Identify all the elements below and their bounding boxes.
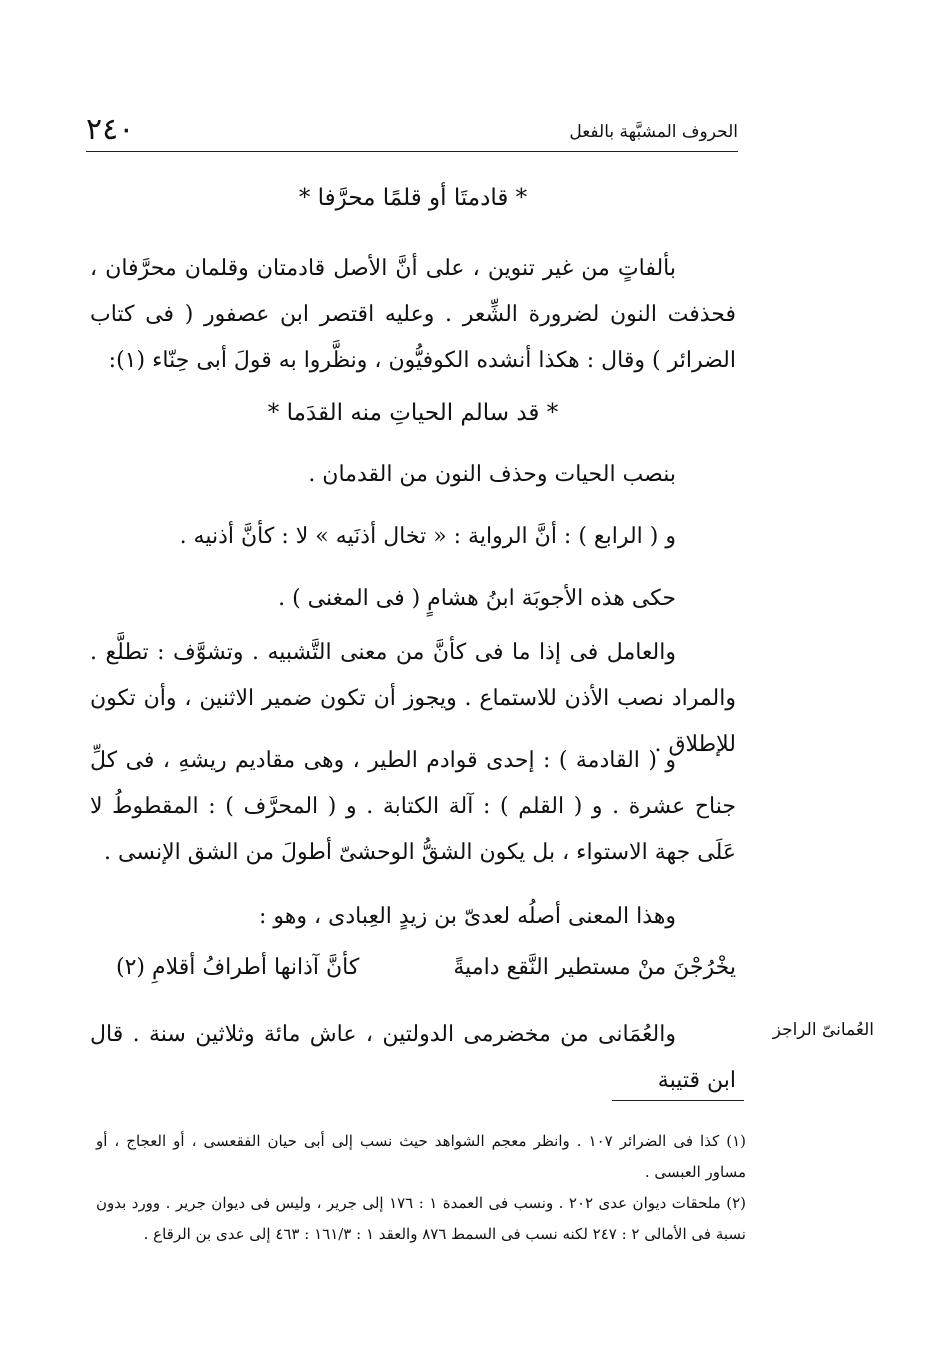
paragraph: حكى هذه الأجوبَة ابنُ هشامٍ ( فى المغنى ) . <box>278 586 676 611</box>
running-title: الحروف المشبَّهة بالفعل <box>569 122 738 142</box>
page-number: ٢٤٠ <box>86 112 135 147</box>
verse-line: * قادمتَا أو قلمًا محرَّفا * <box>298 185 528 211</box>
footnote: (٢) ملحقات ديوان عدى ٢٠٢ . ونسب فى العمدة ١ : ١٧٦ إلى جرير ، وليس فى ديوان جرير . وورد بدون نسبة فى الأمالى ٢ : ٢٤٧ لكنه نسب فى السمط ٨٧٦ والعقد ١ : ١٦١/٣ : ٤٦٣ إلى عدى بن الرقاع . <box>96 1194 746 1243</box>
page-header <box>86 108 738 150</box>
paragraph: وهذا المعنى أصلُه لعدىّ بن زيدٍ العِبادى ، وهو : <box>259 904 676 929</box>
paragraph: و ( القادمة ) : إحدى قوادم الطير ، وهى مقاديم ريشهِ ، فى كلِّ جناح عشرة . و ( القلم ) : آلة الكتابة . و ( المحرَّف ) : المقطوطُ لا عَلَى جهة الاستواء ، بل يكون الشقُّ الوحشىّ أطولَ من الشق الإنسى . <box>90 748 736 865</box>
verse-hemistich-second: كأنَّ آذانها أطرافُ أقلامِ (٢) <box>116 955 360 980</box>
header-rule <box>86 151 738 152</box>
footnotes <box>96 1126 746 1250</box>
paragraph: و ( الرابع ) : أنَّ الرواية : « تخال أذنَيه » لا : كأنَّ أذنيه . <box>179 524 676 549</box>
verse-hemistich-first: يخْرُجْنَ منْ مستطير النَّقع داميةً <box>453 955 736 980</box>
margin-note: العُمانىّ الراجز <box>772 1020 874 1040</box>
paragraph: بألفاتٍ من غير تنوين ، على أنَّ الأصل قادمتان وقلمان محرَّفان ، فحذفت النون لضرورة الشِّعر . وعليه اقتصر ابن عصفور ( فى كتاب الضرائر ) وقال : هكذا أنشده الكوفيُّون ، ونظَّروا به قولَ أبى حِنّاء (١): <box>90 256 736 373</box>
couplet <box>116 955 736 1001</box>
footnote: (١) كذا فى الضرائر ١٠٧ . وانظر معجم الشواهد حيث نسب إلى أبى حيان الفقعسى ، أو العجاج ، أو مساور العبسى . <box>96 1132 746 1181</box>
paragraph: بنصب الحيات وحذف النون من القدمان . <box>308 462 676 487</box>
footnote-rule <box>612 1100 744 1101</box>
paragraph: والعُمَانى من مخضرمى الدولتين ، عاش مائة وثلاثين سنة . قال ابن قتيبة <box>90 1022 736 1093</box>
paragraph: والعامل فى إذا ما فى كأنَّ من معنى التَّشبيه . وتشوَّف : تطلَّع . والمراد نصب الأذن للاستماع . ويجوز أن تكون ضمير الاثنين ، وأن تكون للإطلاق . <box>90 640 736 757</box>
verse-line: * قد سالم الحياتِ منه القدَما * <box>267 400 559 426</box>
